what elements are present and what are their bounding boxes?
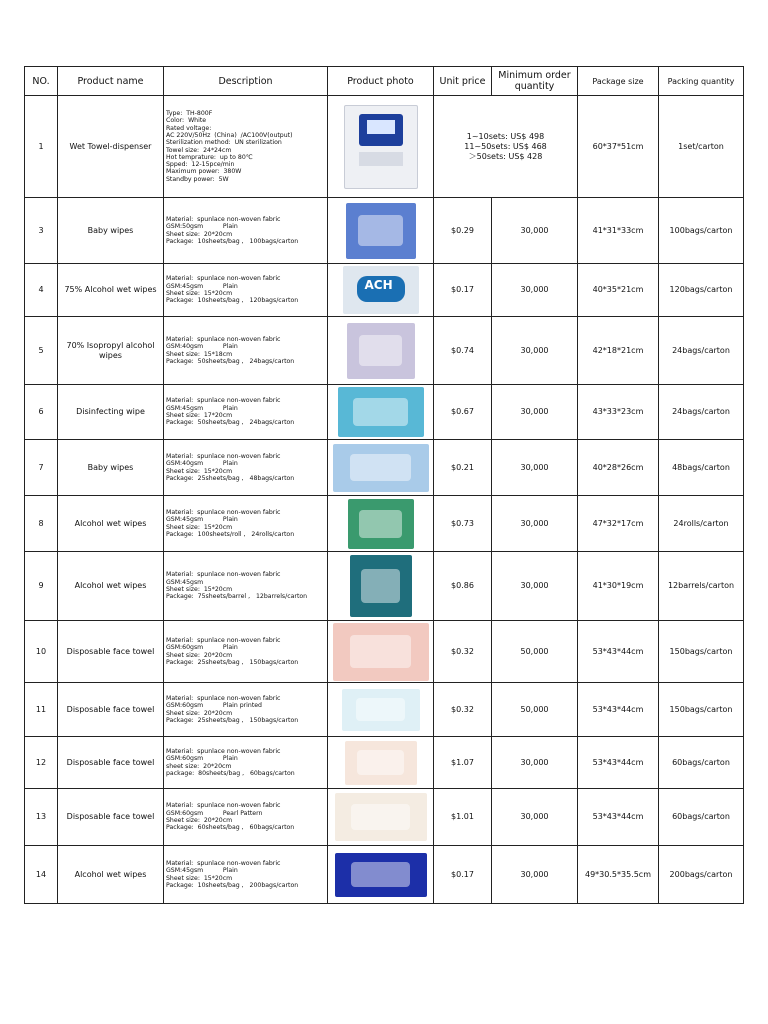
packing-quantity: 1set/carton: [659, 96, 744, 198]
price-tiers: [434, 96, 578, 198]
product-description: [164, 198, 328, 264]
product-description: [164, 846, 328, 904]
description-line: Sheet size: 17*20cm: [166, 412, 233, 419]
unit-price: $0.73: [434, 496, 492, 552]
description-line: GSM:45gsm Plain: [166, 516, 238, 524]
unit-price: $0.17: [434, 846, 492, 904]
description-line: Material: spunlace non-woven fabric: [166, 508, 281, 516]
minimum-order-quantity: 30,000: [492, 789, 578, 846]
unit-price: $0.67: [434, 385, 492, 440]
packing-quantity: 60bags/carton: [659, 737, 744, 789]
product-description: [164, 385, 328, 440]
product-photo-cell: [328, 96, 434, 198]
row-number: 9: [25, 552, 58, 621]
product-description: [164, 496, 328, 552]
description-line: Material: spunlace non-woven fabric: [166, 571, 281, 579]
description-line: Material: spunlace non-woven fabric: [166, 859, 281, 867]
header-package-size: Package size: [578, 67, 659, 96]
table-row: [25, 552, 744, 621]
description-line: Sheet size: 20*20cm: [166, 651, 233, 659]
description-line: Material: spunlace non-woven fabric: [166, 452, 281, 460]
description-line: Package: 10sheets/bag , 120bags/carton: [166, 297, 299, 305]
unit-price: $1.07: [434, 737, 492, 789]
row-number: 1: [25, 96, 58, 198]
description-line: GSM:60gsm Plain printed: [166, 702, 262, 710]
description-line: Package: 25sheets/bag , 48bags/carton: [166, 474, 295, 482]
table-row: [25, 789, 744, 846]
product-name: Disposable face towel: [58, 737, 164, 789]
product-photo-cell: [328, 621, 434, 683]
product-photo-cell: [328, 789, 434, 846]
minimum-order-quantity: 30,000: [492, 552, 578, 621]
product-description: [164, 737, 328, 789]
row-number: 4: [25, 264, 58, 317]
minimum-order-quantity: 50,000: [492, 683, 578, 737]
description-line: GSM:60gsm Plain: [166, 755, 238, 763]
product-name: Alcohol wet wipes: [58, 846, 164, 904]
description-line: Spped: 12-15pce/min: [166, 161, 235, 169]
price-tier-line: 1~10sets: US$ 498: [466, 131, 545, 141]
description-line: sheet size: 20*20cm: [166, 762, 232, 770]
header-product-photo: Product photo: [328, 67, 434, 96]
unit-price: $0.17: [434, 264, 492, 317]
description-line: Towel size: 24*24cm: [166, 146, 232, 154]
product-photo-alcohol-wipes-pack: [343, 266, 419, 314]
packing-quantity: 200bags/carton: [659, 846, 744, 904]
table-row: [25, 198, 744, 264]
package-size: 49*30.5*35.5cm: [578, 846, 659, 904]
description-line: Material: spunlace non-woven fabric: [166, 275, 281, 283]
price-tier-line: ＞50sets: US$ 428: [468, 151, 543, 161]
product-photo-face-towel-bag: [345, 741, 417, 785]
package-size: 42*18*21cm: [578, 317, 659, 385]
product-photo-cell: [328, 683, 434, 737]
unit-price: $1.01: [434, 789, 492, 846]
header-packing-quantity: Packing quantity: [659, 67, 744, 96]
description-line: Color: White: [166, 117, 207, 125]
description-line: Package: 100sheets/roll , 24rolls/carton: [166, 530, 295, 538]
header-moq: Minimum order quantity: [492, 67, 578, 96]
product-name: Disposable face towel: [58, 683, 164, 737]
packing-quantity: 60bags/carton: [659, 789, 744, 846]
packing-quantity: 24rolls/carton: [659, 496, 744, 552]
package-size: 60*37*51cm: [578, 96, 659, 198]
header-no: NO.: [25, 67, 58, 96]
description-line: GSM:40gsm Plain: [166, 460, 238, 468]
table-row: [25, 264, 744, 317]
product-description: [164, 621, 328, 683]
product-name: 70% Isopropyl alcohol wipes: [58, 317, 164, 385]
product-description: [164, 440, 328, 496]
row-number: 7: [25, 440, 58, 496]
description-line: Sheet size: 15*18cm: [166, 350, 233, 358]
unit-price: $0.29: [434, 198, 492, 264]
table-row: [25, 683, 744, 737]
table-row: [25, 317, 744, 385]
row-number: 14: [25, 846, 58, 904]
package-size: 40*28*26cm: [578, 440, 659, 496]
product-photo-cell: [328, 385, 434, 440]
description-line: package: 80sheets/bag , 60bags/carton: [166, 769, 295, 777]
product-photo-cell: [328, 496, 434, 552]
table-row: [25, 385, 744, 440]
minimum-order-quantity: 30,000: [492, 737, 578, 789]
product-photo-alcohol-wipes-barrel: [350, 555, 412, 617]
product-photo-alcohol-wipes-refill: [348, 499, 414, 549]
photo-brand-text: ACH: [364, 278, 393, 292]
packing-quantity: 150bags/carton: [659, 621, 744, 683]
product-photo-cell: [328, 264, 434, 317]
minimum-order-quantity: 30,000: [492, 385, 578, 440]
product-name: 75% Alcohol wet wipes: [58, 264, 164, 317]
description-line: Package: 50sheets/bag , 24bags/carton: [166, 357, 295, 365]
product-photo-face-towel-set: [333, 623, 429, 681]
description-line: AC 220V/50Hz (China) /AC100V(output): [166, 131, 293, 139]
minimum-order-quantity: 30,000: [492, 440, 578, 496]
product-description: [164, 683, 328, 737]
price-tier-line: 11~50sets: US$ 468: [464, 141, 547, 151]
minimum-order-quantity: 30,000: [492, 264, 578, 317]
minimum-order-quantity: 30,000: [492, 198, 578, 264]
packing-quantity: 120bags/carton: [659, 264, 744, 317]
description-line: Package: 50sheets/bag , 24bags/carton: [166, 419, 295, 427]
product-photo-face-towel-pack: [342, 689, 420, 731]
description-line: Sheet size: 15*20cm: [166, 467, 233, 475]
product-photo-cell: [328, 846, 434, 904]
header-unit-price: Unit price: [434, 67, 492, 96]
description-line: GSM:45gsm Plain: [166, 867, 238, 875]
row-number: 13: [25, 789, 58, 846]
unit-price: $0.74: [434, 317, 492, 385]
description-line: GSM:40gsm Plain: [166, 343, 238, 351]
packing-quantity: 100bags/carton: [659, 198, 744, 264]
description-line: Maximum power: 380W: [166, 168, 242, 176]
table-row: [25, 737, 744, 789]
packing-quantity: 150bags/carton: [659, 683, 744, 737]
minimum-order-quantity: 30,000: [492, 496, 578, 552]
package-size: 47*32*17cm: [578, 496, 659, 552]
package-size: 53*43*44cm: [578, 789, 659, 846]
description-line: GSM:60gsm Plain: [166, 644, 238, 652]
minimum-order-quantity: 30,000: [492, 846, 578, 904]
table-row: [25, 621, 744, 683]
description-line: Package: 75sheets/barrel , 12barrels/carton: [166, 593, 308, 601]
product-photo-baby-wipes-pack: [346, 203, 416, 259]
description-line: GSM:60gsm Pearl Pattern: [166, 809, 263, 817]
product-description: [164, 317, 328, 385]
description-line: GSM:45gsm Plain: [166, 404, 238, 412]
product-description: [164, 264, 328, 317]
package-size: 41*31*33cm: [578, 198, 659, 264]
product-photo-baby-wipes-pack-2: [333, 444, 429, 492]
description-line: Sheet size: 20*20cm: [166, 709, 233, 717]
product-photo-alcohol-wipes-blue: [335, 853, 427, 897]
product-photo-cell: [328, 198, 434, 264]
row-number: 8: [25, 496, 58, 552]
unit-price: $0.86: [434, 552, 492, 621]
product-name: Alcohol wet wipes: [58, 552, 164, 621]
description-line: Material: spunlace non-woven fabric: [166, 636, 281, 644]
row-number: 12: [25, 737, 58, 789]
table-row: [25, 96, 744, 198]
description-line: Material: spunlace non-woven fabric: [166, 802, 281, 810]
minimum-order-quantity: 50,000: [492, 621, 578, 683]
description-line: Material: spunlace non-woven fabric: [166, 335, 281, 343]
description-line: Material: spunlace non-woven fabric: [166, 747, 281, 755]
package-size: 53*43*44cm: [578, 737, 659, 789]
description-line: Sheet size: 15*20cm: [166, 874, 233, 882]
product-photo-cell: [328, 552, 434, 621]
row-number: 6: [25, 385, 58, 440]
package-size: 43*33*23cm: [578, 385, 659, 440]
description-line: Package: 25sheets/bag , 150bags/carton: [166, 658, 299, 666]
row-number: 10: [25, 621, 58, 683]
packing-quantity: 48bags/carton: [659, 440, 744, 496]
package-size: 41*30*19cm: [578, 552, 659, 621]
header-description: Description: [164, 67, 328, 96]
product-description: [164, 96, 328, 198]
description-line: Package: 60sheets/bag , 60bags/carton: [166, 824, 295, 832]
product-photo-face-towel-pearl: [335, 793, 427, 841]
product-name: Disposable face towel: [58, 621, 164, 683]
description-line: Package: 10sheets/bag , 200bags/carton: [166, 881, 299, 889]
description-line: Sterilization method: UN sterilization: [166, 139, 282, 147]
product-table: [24, 66, 744, 904]
product-description: [164, 552, 328, 621]
row-number: 3: [25, 198, 58, 264]
product-photo-disinfecting-wipes-pack: [338, 387, 424, 437]
description-line: Package: 25sheets/bag , 150bags/carton: [166, 716, 299, 724]
description-line: Material: spunlace non-woven fabric: [166, 215, 281, 223]
description-line: Material: spunlace non-woven fabric: [166, 397, 281, 405]
product-name: Disinfecting wipe: [58, 385, 164, 440]
package-size: 40*35*21cm: [578, 264, 659, 317]
description-line: Sheet size: 15*20cm: [166, 290, 233, 297]
description-line: Type: TH-800F: [166, 110, 213, 118]
unit-price: $0.32: [434, 683, 492, 737]
header-product-name: Product name: [58, 67, 164, 96]
description-line: GSM:45gsm: [166, 578, 204, 586]
product-photo-isopropyl-wipes-pack: [347, 323, 415, 379]
package-size: 53*43*44cm: [578, 683, 659, 737]
product-name: Baby wipes: [58, 440, 164, 496]
package-size: 53*43*44cm: [578, 621, 659, 683]
header-row: [25, 67, 744, 96]
description-line: Hot temprature: up to 80℃: [166, 153, 253, 161]
unit-price: $0.21: [434, 440, 492, 496]
description-line: Sheet size: 15*20cm: [166, 586, 233, 593]
minimum-order-quantity: 30,000: [492, 317, 578, 385]
row-number: 5: [25, 317, 58, 385]
description-line: Sheet size: 20*20cm: [166, 817, 233, 824]
description-line: GSM:45gsm Plain: [166, 282, 238, 290]
description-line: Sheet size: 20*20cm: [166, 230, 233, 238]
product-name: Disposable face towel: [58, 789, 164, 846]
table-row: [25, 440, 744, 496]
description-line: Sheet size: 15*20cm: [166, 523, 233, 531]
unit-price: $0.32: [434, 621, 492, 683]
table-row: [25, 846, 744, 904]
packing-quantity: 24bags/carton: [659, 385, 744, 440]
product-name: Wet Towel-dispenser: [58, 96, 164, 198]
row-number: 11: [25, 683, 58, 737]
product-photo-cell: [328, 317, 434, 385]
product-name: Baby wipes: [58, 198, 164, 264]
product-description: [164, 789, 328, 846]
description-line: Rated voltage:: [166, 124, 212, 132]
packing-quantity: 12barrels/carton: [659, 552, 744, 621]
product-photo-dispenser: [344, 105, 418, 189]
packing-quantity: 24bags/carton: [659, 317, 744, 385]
table-row: [25, 496, 744, 552]
product-photo-cell: [328, 440, 434, 496]
description-line: GSM:50gsm Plain: [166, 223, 238, 231]
description-line: Standby power: 5W: [166, 175, 229, 183]
product-photo-cell: [328, 737, 434, 789]
product-name: Alcohol wet wipes: [58, 496, 164, 552]
description-line: Package: 10sheets/bag , 100bags/carton: [166, 237, 299, 245]
description-line: Material: spunlace non-woven fabric: [166, 694, 281, 702]
